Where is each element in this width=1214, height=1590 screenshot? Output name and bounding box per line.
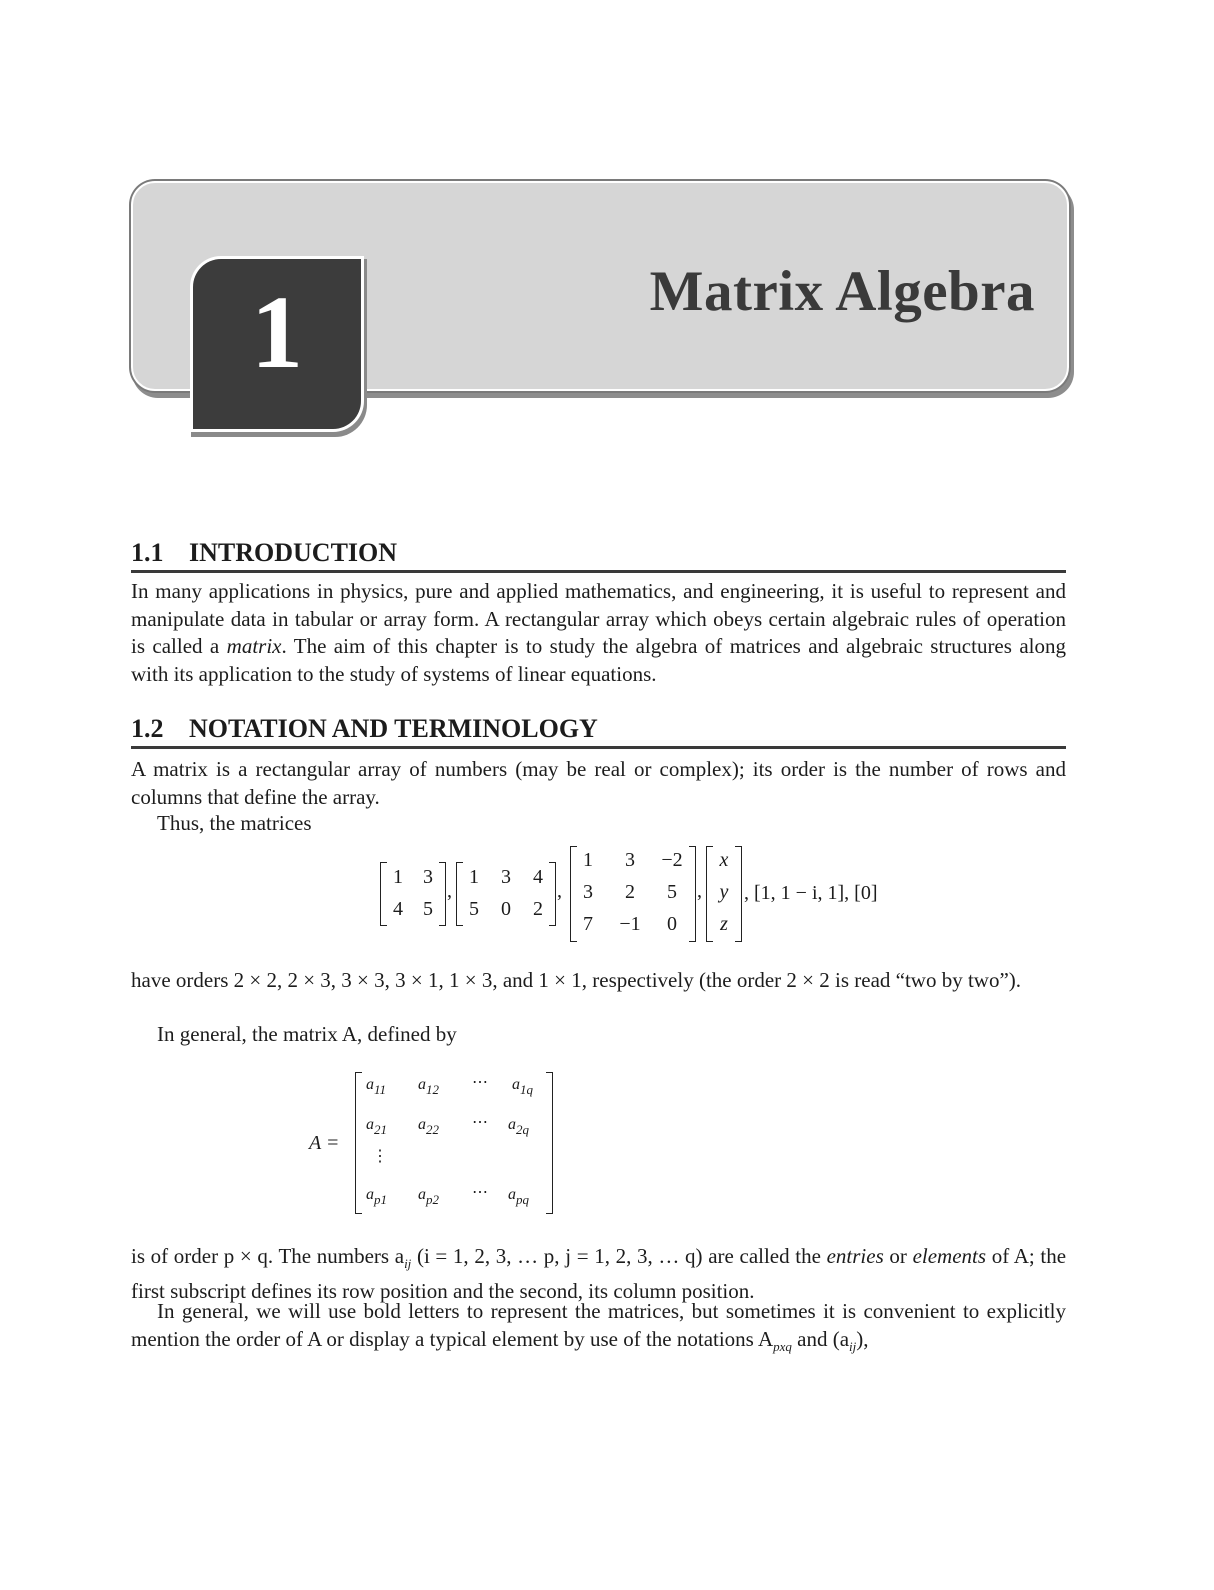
section-title: INTRODUCTION	[189, 538, 398, 567]
chapter-number: 1	[251, 275, 303, 390]
chapter-title: Matrix Algebra	[649, 260, 1035, 323]
section-title: NOTATION AND TERMINOLOGY	[189, 714, 598, 743]
matrix-3x1: x y z	[706, 846, 742, 942]
orders-paragraph: have orders 2 × 2, 2 × 3, 3 × 3, 3 × 1, 1 × 3, and 1 × 1, respectively (the order 2 × 2 is read “two by two”).	[131, 968, 1022, 992]
section-heading-notation	[131, 714, 1066, 749]
matrix-3x3: 1 3 −2 3 2 5 7 −1 0	[570, 846, 696, 942]
order-paragraph: is of order p × q. The numbers $a_{ij}$ (i = 1, 2, 3, … p, j = 1, 2, 3, … q) are called the entries or elements of A; the first subscript defines its row position and the second, its column position.	[131, 1244, 1067, 1303]
definition-paragraph: A matrix is a rectangular array of numbers (may be real or complex); its order is the number of rows and columns that define the array.	[131, 757, 1066, 809]
section-number: 1.2	[131, 714, 164, 743]
matrix-2x2: 1 3 4 5	[380, 862, 446, 926]
matrix-p-by-q: $a_{11}$ $a_{12}$ ⋯ $a_{1q}$ $a_{21}$ $a_{22}$ ⋯ $a_{2q}$ ⋮ $a_{p1}$ $a_{p2}$ ⋯ $a_{pq}$	[355, 1072, 553, 1214]
matrix-lhs: A =	[309, 1132, 340, 1154]
matrix-2x3: 1 3 4 5 0 2	[456, 862, 556, 926]
general-line: In general, the matrix A, defined by	[157, 1022, 457, 1046]
section-number: 1.1	[131, 538, 164, 567]
bold-letters-paragraph: In general, we will use bold letters to represent the matrices, but sometimes it is convenient to explicitly mention the order of A or display a typical element by use of the notations $A_{pxq}$ and $(a_{ij})$,	[131, 1299, 1066, 1354]
thus-line: Thus, the matrices	[157, 811, 312, 835]
matrix-list-tail: , [1, 1 − i, 1], [0]	[744, 882, 878, 904]
chapter-number-box	[193, 259, 361, 429]
section-heading-introduction	[131, 538, 1066, 573]
vertical-dots: ⋮	[372, 1148, 388, 1165]
emphasis-matrix: matrix	[226, 634, 282, 658]
intro-paragraph: In many applications in physics, pure and applied mathematics, and engineering, it is useful to represent and manipulate data in tabular or array form. A rectangular array which obeys certain algebraic rules of operation is called a matrix. The aim of this chapter is to study the algebra of matrices and algebraic structures along with its application to the study of systems of linear equations.	[131, 579, 1066, 686]
